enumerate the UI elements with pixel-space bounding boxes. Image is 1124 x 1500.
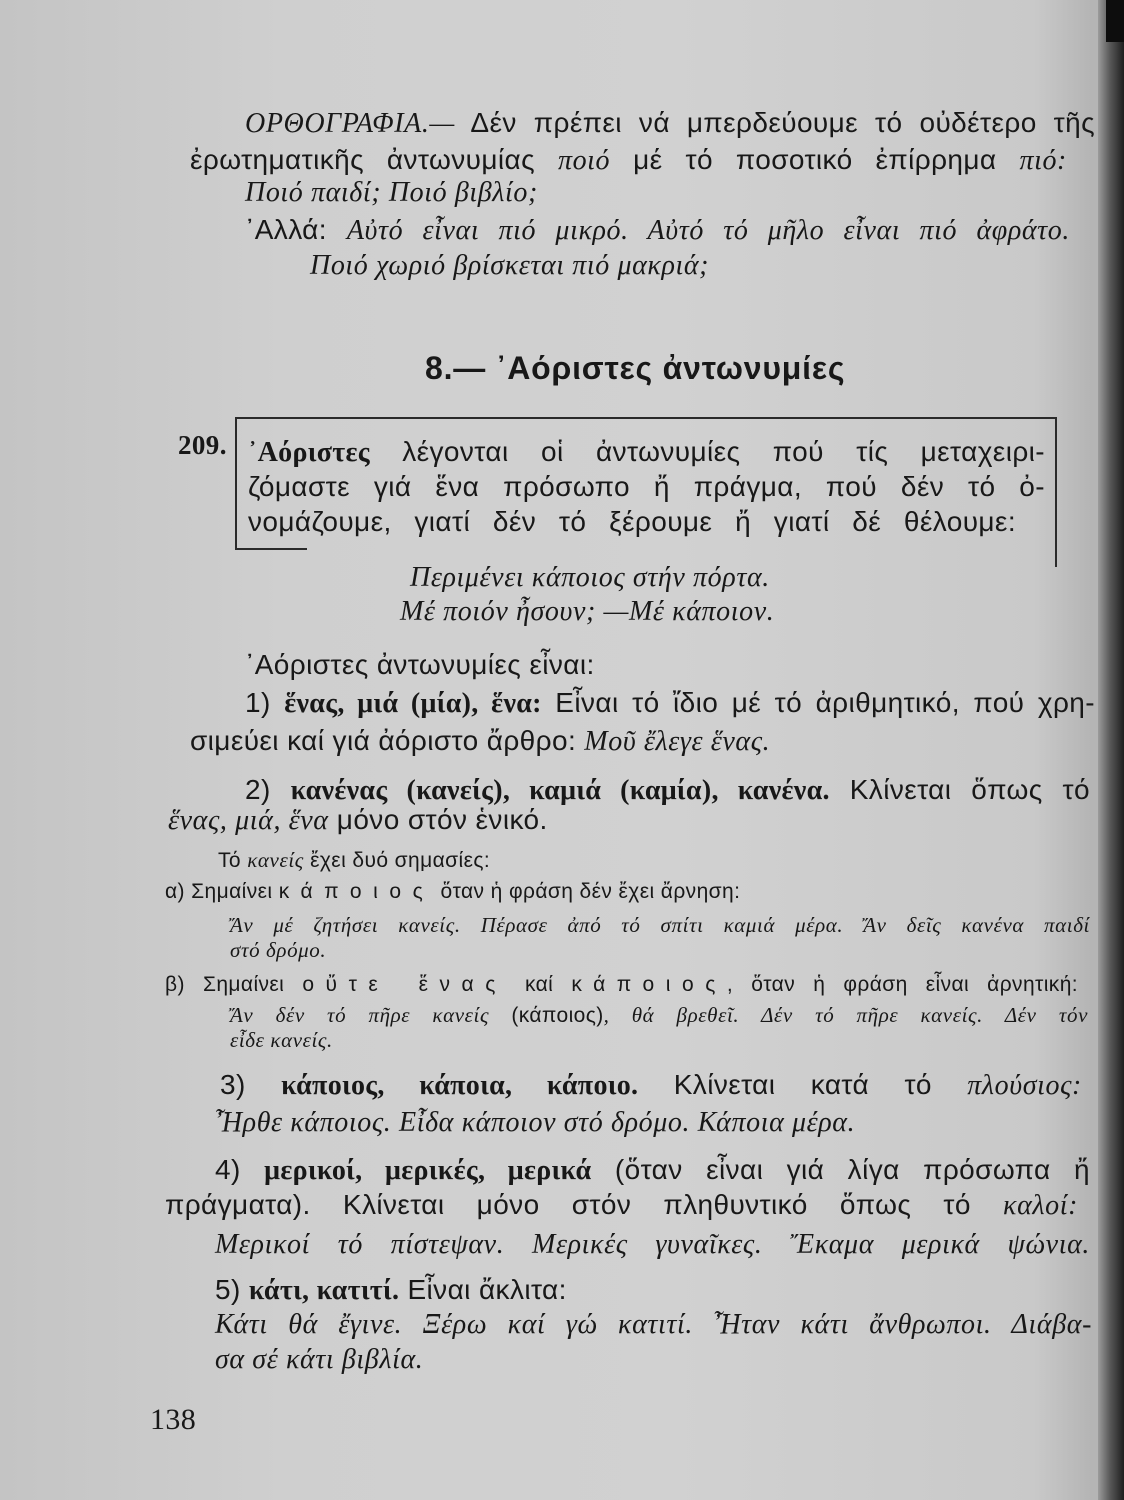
orthography-line-1: [245, 106, 1095, 141]
note-text: Τό: [218, 849, 248, 872]
item-italic-word: πλούσιος:: [967, 1070, 1082, 1101]
box-left-border: [235, 417, 237, 550]
orthography-text: ἐρωτηματικῆς ἀντωνυμίας: [190, 144, 558, 175]
kaneis-meaning-b-example-1: [230, 1002, 1088, 1029]
item-text: σιμεύει καί γιά ἀόριστο ἄρθρο:: [190, 725, 585, 756]
meaning-label: α) Σημαίνει: [165, 880, 279, 903]
meaning-text: καί: [506, 973, 572, 996]
definition-text: λέγονται οἱ ἀντωνυμίες πού τίς μεταχειρι-: [369, 436, 1045, 467]
orthography-example-2: Ποιό χωριό βρίσκεται πιό μακριά;: [310, 250, 710, 281]
orthography-example-1: Ποιό παιδί; Ποιό βιβλίο;: [245, 177, 538, 208]
note-text: ἔχει δυό σημασίες:: [303, 849, 491, 872]
orthography-line-2: [190, 143, 1067, 178]
item-text: Εἶναι ἄκλιτα:: [399, 1274, 567, 1305]
box-top-border: [235, 417, 1057, 419]
item-term: κάποιος, κάποια, κάποιο.: [281, 1070, 639, 1101]
definition-line-3: νομάζουμε, γιατί δέν τό ξέρουμε ἤ γιατί δέ θέλουμε:: [248, 506, 1016, 537]
kaneis-meaning-a-example-1: Ἄν μέ ζητήσει κανείς. Πέρασε ἀπό τό σπίτι καμιά μέρα. Ἄν δεῖς κανένα παιδί: [230, 913, 1090, 937]
list-item-4-example: Μερικοί τό πίστεψαν. Μερικές γυναῖκες. Ἔκαμα μερικά ψώνια.: [215, 1229, 1090, 1260]
orthography-example: Αὐτό εἶναι πιό μικρό. Αὐτό τό μῆλο εἶναι πιό ἀφράτο.: [346, 215, 1070, 246]
paragraph-number: 209.: [178, 430, 227, 460]
list-item-1: [245, 686, 1095, 721]
italic-word-poio: ποιό: [557, 145, 611, 176]
list-item-3-example: Ἦρθε κάποιος. Εἶδα κάποιον στό δρόμο. Κάποια μέρα.: [215, 1107, 856, 1138]
list-item-5-example-1: Κάτι θά ἔγινε. Ξέρω καί γώ κατιτί. Ἦταν κάτι ἄνθρωποι. Διάβα-: [215, 1309, 1092, 1340]
list-intro: ᾿Αόριστες ἀντωνυμίες εἶναι:: [245, 649, 595, 680]
item-text: μόνο στόν ἑνικό.: [328, 804, 548, 835]
spaced-word: κάποιος: [278, 880, 435, 903]
spaced-word: κάποιος: [571, 973, 727, 996]
list-item-5-example-2: σα σέ κάτι βιβλία.: [215, 1344, 424, 1375]
item-example: Μοῦ ἔλεγε ἕνας.: [584, 726, 771, 757]
scan-corner-shadow: [1106, 0, 1124, 42]
example-text: , θά βρεθεῖ. Δέν τό πῆρε κανείς. Δέν τόν: [603, 1003, 1088, 1027]
page-number: 138: [150, 1403, 197, 1436]
example-gloss: (κάποιος): [511, 1004, 604, 1027]
item-text: Κλίνεται ὅπως τό: [829, 774, 1090, 805]
list-item-4-continuation: [165, 1188, 1078, 1223]
item-number: 2): [245, 774, 291, 805]
definition-example-1: Περιμένει κάποιος στήν πόρτα.: [410, 562, 770, 593]
item-term: κάτι, κατιτί.: [248, 1275, 400, 1306]
item-text: πράγματα). Κλίνεται μόνο στόν πληθυντικό ὅπως τό: [165, 1189, 1004, 1220]
kaneis-note-intro: [218, 847, 490, 874]
spaced-word: οὔτε ἕνας: [302, 973, 507, 996]
definition-line-1: [248, 435, 1045, 470]
orthography-text: ᾿Αλλά:: [245, 214, 347, 245]
meaning-text: ὅταν ἡ φράση δέν ἔχει ἄρνηση:: [434, 880, 741, 903]
item-number: 1): [245, 687, 285, 718]
section-heading: 8.— ᾿Αόριστες ἀντωνυμίες: [425, 350, 846, 386]
kaneis-meaning-a-example-2: στό δρόμο.: [230, 938, 327, 962]
binding-shadow: [1098, 0, 1124, 1500]
definition-example-2: Μέ ποιόν ἦσουν; —Μέ κάποιον.: [400, 596, 775, 627]
item-term: κανένας (κανείς), καμιά (καμία), κανένα.: [290, 775, 830, 806]
item-number: 3): [220, 1069, 282, 1100]
example-text: Ἄν δέν τό πῆρε κανείς: [230, 1003, 512, 1027]
box-bottom-border: [235, 548, 307, 550]
item-text: (ὅταν εἶναι γιά λίγα πρόσωπα ἤ: [591, 1154, 1090, 1185]
orthography-text: Δέν πρέπει νά μπερδεύουμε τό οὐδέτερο τῆς: [454, 107, 1095, 138]
note-italic-word: κανείς: [247, 848, 304, 872]
item-term: μερικοί, μερικές, μερικά: [264, 1155, 592, 1186]
kaneis-meaning-a: [165, 879, 740, 905]
box-right-border: [1055, 417, 1057, 567]
list-item-1-continuation: [190, 724, 770, 759]
item-text: Εἶναι τό ἴδιο μέ τό ἀριθμητικό, πού χρη-: [541, 687, 1095, 718]
item-example: ἕνας, μιά, ἕνα: [168, 805, 329, 836]
orthography-line-4: [245, 213, 1070, 248]
item-italic-word: καλοί:: [1003, 1190, 1078, 1221]
meaning-label: β) Σημαίνει: [165, 973, 303, 996]
kaneis-meaning-b-example-2: εἶδε κανείς.: [230, 1028, 333, 1052]
italic-word-pio: πιό:: [1019, 145, 1067, 176]
item-number: 5): [215, 1274, 249, 1305]
list-item-4: [215, 1153, 1090, 1188]
orthography-label: ΟΡΘΟΓΡΑΦΙΑ.—: [245, 108, 455, 139]
list-item-2-continuation: [168, 803, 548, 838]
item-text: Κλίνεται κατά τό: [638, 1069, 968, 1100]
definition-term: ᾿Αόριστες: [248, 437, 370, 468]
list-item-3: [220, 1068, 1082, 1103]
item-term: ἕνας, μιά (μία), ἕνα:: [284, 688, 542, 719]
orthography-text: μέ τό ποσοτικό ἐπίρρημα: [610, 144, 1020, 175]
kaneis-meaning-b: [165, 972, 1078, 998]
item-number: 4): [215, 1154, 265, 1185]
list-item-5: [215, 1273, 567, 1308]
definition-line-2: ζόμαστε γιά ἕνα πρόσωπο ἤ πράγμα, πού δέν τό ὀ-: [248, 471, 1045, 502]
meaning-text: , ὅταν ἡ φράση εἶναι ἀρνητική:: [726, 973, 1079, 996]
